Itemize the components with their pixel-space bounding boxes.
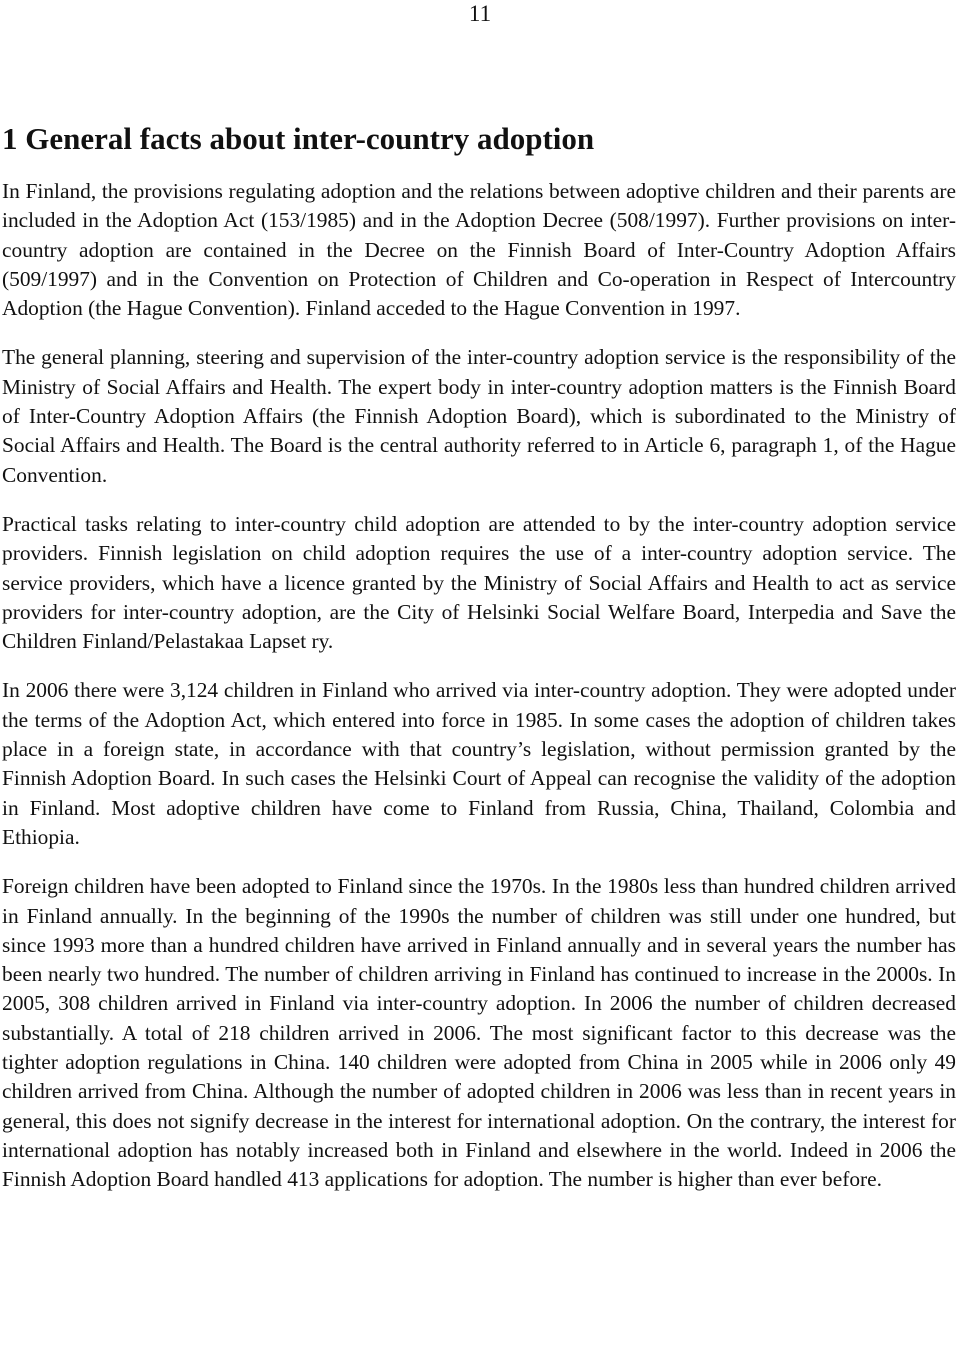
paragraph-statistics-2006: In 2006 there were 3,124 children in Finland who arrived via inter-country adoption. They were adopted under the terms of the Adoption Act, which entered into force in 1985. In some cases the adoption of children takes place in a foreign state, in accordance with that country’s legislation, without permission granted by the Finnish Adoption Board. In such cases the Helsinki Court of Appeal can recognise the validity of the adoption in Finland. Most adoptive children have come to Finland from Russia, China, Thailand, Colombia and Ethiopia.	[2, 678, 956, 849]
page-number: 11	[468, 1, 492, 26]
paragraph-history: Foreign children have been adopted to Finland since the 1970s. In the 1980s less than hundred children arrived in Finland annually. In the beginning of the 1990s the number of children was still under one hundred, but since 1993 more than a hundred children have arrived in Finland annually and in several years the number has been nearly two hundred. The number of children arriving in Finland has continued to increase in the 2000s. In 2005, 308 children arrived in Finland via inter-country adoption. In 2006 the number of children decreased substantially. A total of 218 children arrived in 2006. The most significant factor to this decrease was the tighter adoption regulations in China. 140 children were adopted from China in 2005 while in 2006 only 49 children arrived from China. Although the number of adopted children in 2006 was less than in recent years in general, this does not signify decrease in the interest for international adoption. On the contrary, the interest for international adoption has notably increased both in Finland and elsewhere in the world. Indeed in 2006 the Finnish Adoption Board handled 413 applications for adoption. The number is higher than ever before.	[2, 874, 956, 1192]
paragraph-supervision: The general planning, steering and supervision of the inter-country adoption service is the responsibility of the Ministry of Social Affairs and Health. The expert body in inter-country adoption matters is the Finnish Board of Inter-Country Adoption Affairs (the Finnish Adoption Board), which is subordinated to the Ministry of Social Affairs and Health. The Board is the central authority referred to in Article 6, paragraph 1, of the Hague Convention.	[2, 345, 956, 487]
paragraph-legislation: In Finland, the provisions regulating adoption and the relations between adoptive children and their parents are included in the Adoption Act (153/1985) and in the Adoption Decree (508/1997). Further provisions on inter-country adoption are contained in the Decree on the Finnish Board of Inter-Country Adoption Affairs (509/1997) and in the Convention on Protection of Children and Co-operation in Respect of Intercountry Adoption (the Hague Convention). Finland acceded to the Hague Convention in 1997.	[2, 179, 956, 321]
section-content	[2, 119, 956, 1195]
paragraph-service-providers: Practical tasks relating to inter-country child adoption are attended to by the inter-country adoption service providers. Finnish legislation on child adoption requires the use of a inter-country adoption service. The service providers, which have a licence granted by the Ministry of Social Affairs and Health to act as service providers for inter-country adoption, are the City of Helsinki Social Welfare Board, Interpedia and Save the Children Finland/Pelastakaa Lapset ry.	[2, 511, 956, 654]
section-heading: 1 General facts about inter-country adoption	[2, 121, 595, 156]
